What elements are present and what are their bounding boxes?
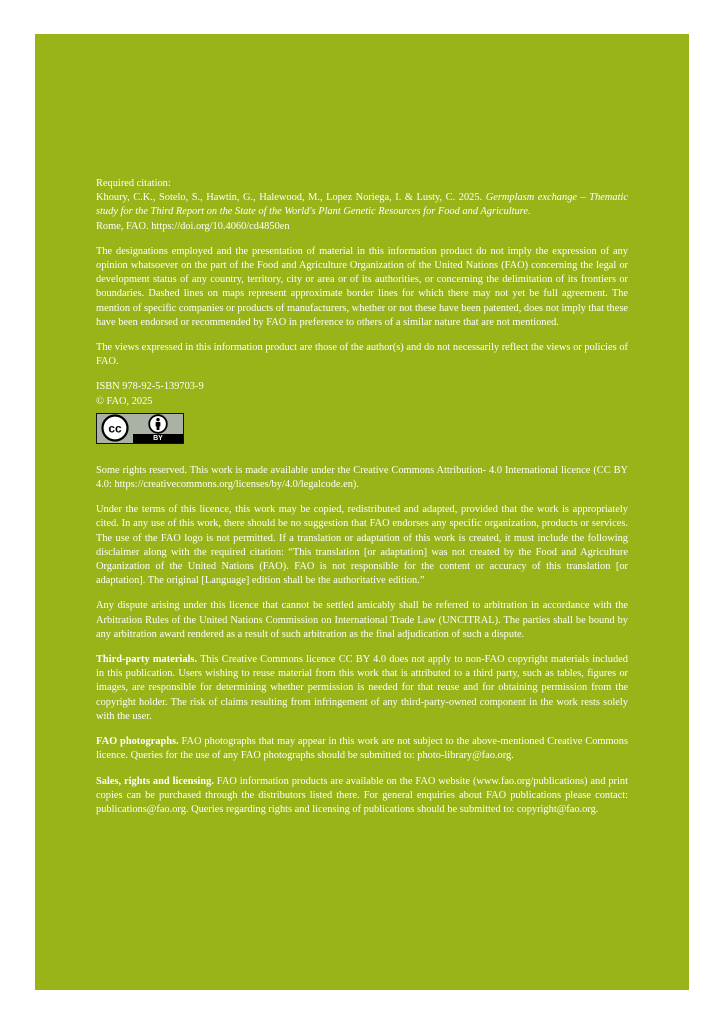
copyright-text-block bbox=[96, 177, 628, 828]
dispute-paragraph: Any dispute arising under this licence that cannot be settled amicably shall be referred to arbitration in accordance with the Arbitration Rules of the United Nations Commission on International Trade Law (UNCITRAL). The parties shall be bound by any arbitration award rendered as a result of such arbitration as the final adjudication of such a dispute. bbox=[96, 600, 628, 640]
views-paragraph: The views expressed in this information product are those of the author(s) and do not necessarily reflect the views or policies of FAO. bbox=[96, 342, 628, 368]
sales-text: FAO information products are available on the FAO website (www.fao.org/publications) and print copies can be purchased through the distributors listed there. For general enquiries about FAO publications please contact: publications@fao.org. Queries regarding rights and licensing of publications should be submitted to: copyright@fao.org. bbox=[96, 775, 628, 815]
sales-paragraph bbox=[96, 775, 628, 818]
third-party-text: This Creative Commons licence CC BY 4.0 does not apply to non-FAO copyright materials included in this publication. Users wishing to reuse material from this work that is attributed to a third party, such as tables, figures or images, are responsible for determining whether permission is needed for that reuse and for obtaining permission from the copyright holder. The risk of claims resulting from infringement of any third-party-owned component in the work rests solely with the user. bbox=[96, 654, 628, 722]
rights-paragraph: Some rights reserved. This work is made available under the Creative Commons Attribution- 4.0 International licence (CC BY 4.0: https://creativecommons.org/licenses/by/4.0/legalcode.en). bbox=[96, 464, 628, 491]
sales-label: Sales, rights and licensing. bbox=[96, 775, 214, 787]
third-party-label: Third-party materials. bbox=[96, 654, 198, 666]
copyright-text: © FAO, 2025 bbox=[96, 395, 153, 407]
citation-doi[interactable]: Rome, FAO. https://doi.org/10.4060/cd4850en bbox=[96, 220, 290, 232]
disclaimer-paragraph: The designations employed and the presentation of material in this information product do not imply the expression of any opinion whatsoever on the part of the Food and Agriculture Organization of the United Nations (FAO) concerning the legal or development status of any country, territory, city or area or of its authorities, or concerning the delimitation of its frontiers or boundaries. Dashed lines on maps represent approximate border lines for which there may not yet be full agreement. The mention of specific companies or products of manufacturers, whether or not these have been patented, does not imply that these have been endorsed or recommended by FAO in preference to others of a similar nature that are not mentioned. bbox=[96, 245, 628, 328]
citation-body bbox=[96, 191, 628, 234]
photographs-text: FAO photographs that may appear in this work are not subject to the above-mentioned Creative Commons licence. Queries for the use of any FAO photographs should be submitted to: photo-library@fao.org. bbox=[96, 736, 628, 762]
by-label: BY bbox=[133, 434, 183, 443]
creative-commons-icon bbox=[97, 414, 133, 443]
terms-paragraph: Under the terms of this licence, this work may be copied, redistributed and adapted, provided that the work is appropriately cited. In any use of this work, there should be no suggestion that FAO endorses any specific organization, products or services. The use of the FAO logo is not permitted. If a translation or adaptation of this work is created, it must include the following disclaimer along with the required citation: “This translation [or adaptation] was not created by the Food and Agriculture Organization of the United Nations (FAO). FAO is not responsible for the content or accuracy of this translation [or adaptation]. The original [Language] edition shall be the authoritative edition.” bbox=[96, 504, 628, 587]
cc-by-license-badge[interactable] bbox=[96, 413, 184, 444]
citation-authors: Khoury, C.K., Sotelo, S., Hawtin, G., Halewood, M., Lopez Noriega, I. & Lusty, C. 2025. bbox=[96, 192, 483, 204]
svg-text:cc: cc bbox=[108, 421, 122, 436]
photographs-label: FAO photographs. bbox=[96, 736, 179, 748]
citation-heading: Required citation: bbox=[96, 178, 171, 189]
third-party-paragraph bbox=[96, 653, 628, 724]
attribution-person-icon bbox=[148, 414, 168, 434]
copyright-page-panel bbox=[35, 34, 689, 990]
citation-title: Germplasm exchange – Thematic study for the Third Report on the State of the World's Plant Genetic Resources for Food and Agriculture. bbox=[96, 192, 628, 218]
isbn-text: ISBN 978-92-5-139703-9 bbox=[96, 381, 204, 393]
photographs-paragraph bbox=[96, 735, 628, 763]
